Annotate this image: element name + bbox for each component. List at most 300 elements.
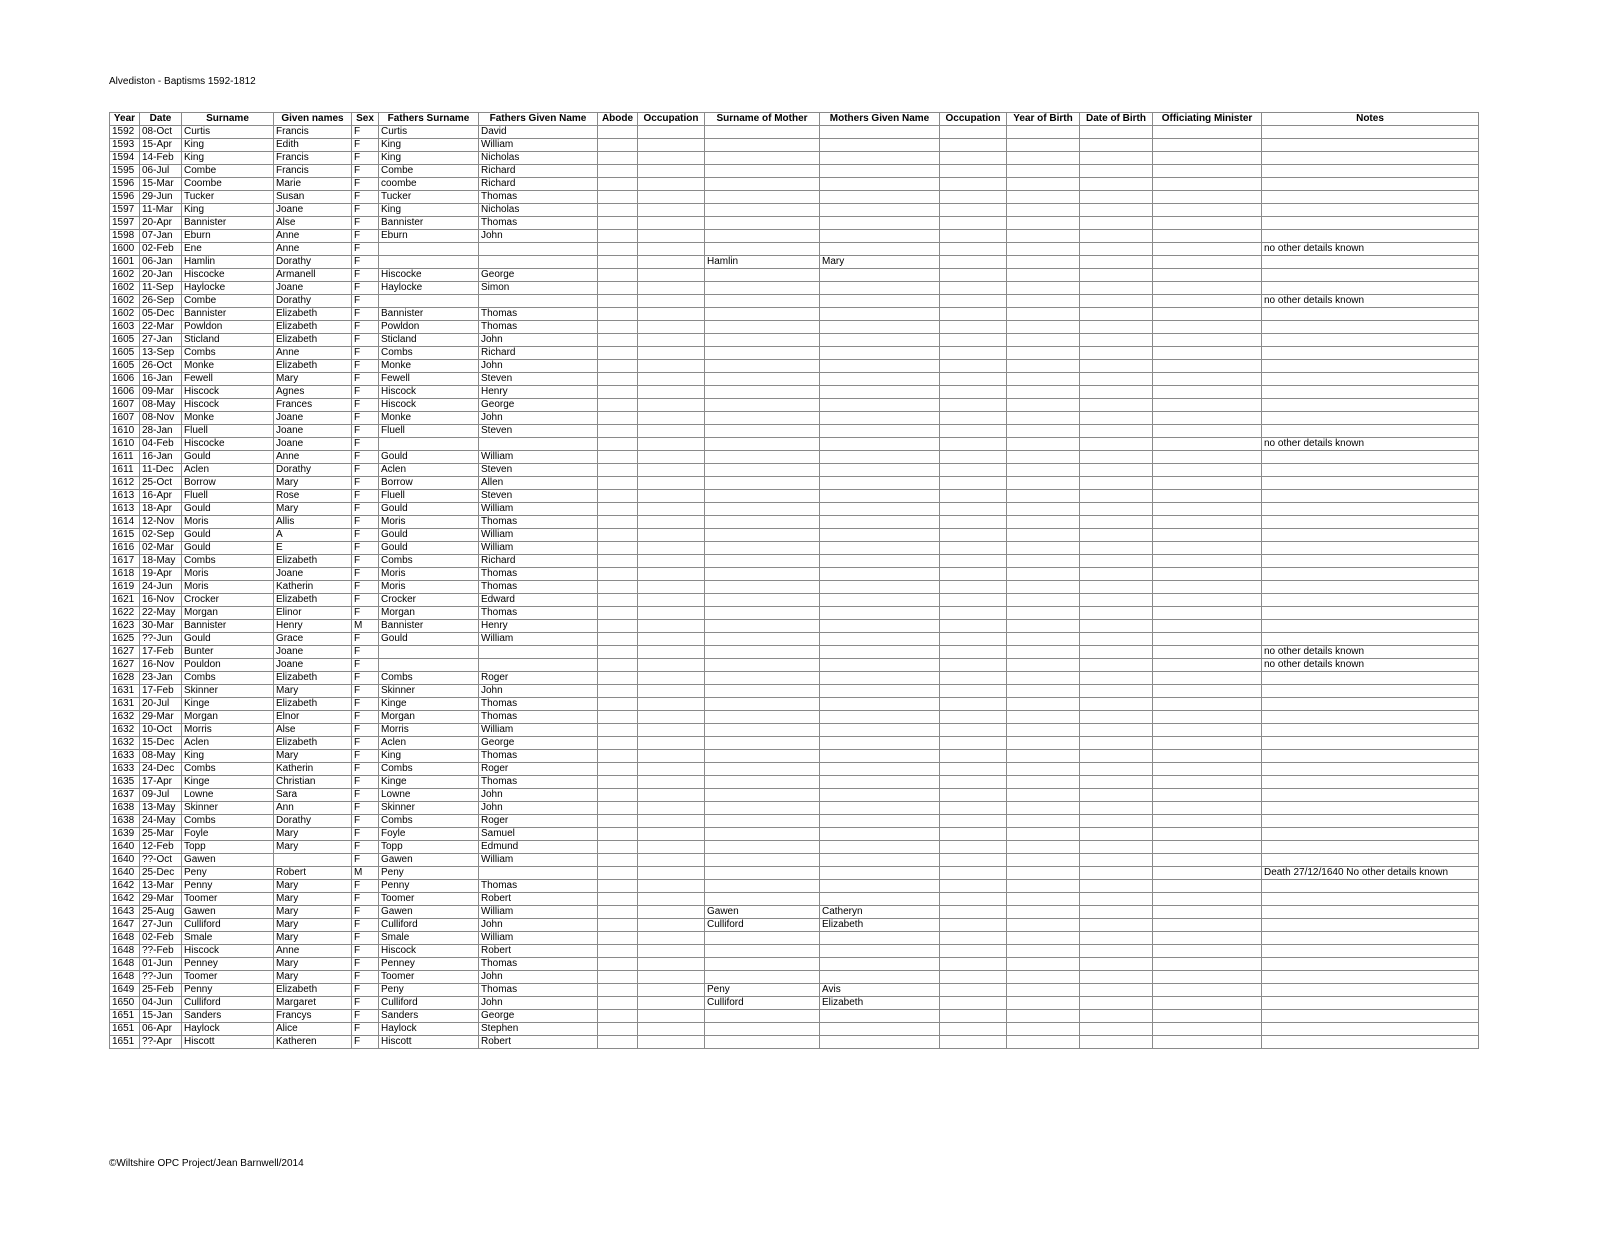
table-cell [820,269,940,282]
column-header: Fathers Surname [379,113,479,126]
table-cell: Toomer [182,971,274,984]
table-cell [638,880,705,893]
table-cell [940,581,1007,594]
table-row [110,230,1479,243]
table-cell: 1611 [110,451,140,464]
table-cell: coombe [379,178,479,191]
table-cell: F [352,828,379,841]
table-cell: 05-Dec [140,308,182,321]
table-cell [940,906,1007,919]
table-cell: 28-Jan [140,425,182,438]
table-cell [1262,581,1479,594]
table-cell: F [352,503,379,516]
table-cell: Robert [479,1036,598,1049]
table-cell [598,1036,638,1049]
header-row [110,113,1479,126]
table-cell [1007,438,1080,451]
table-row [110,555,1479,568]
table-cell [940,204,1007,217]
table-cell: Steven [479,425,598,438]
table-cell [638,542,705,555]
table-cell [1080,191,1153,204]
table-cell: Robert [479,893,598,906]
table-cell [705,607,820,620]
table-cell: Crocker [379,594,479,607]
table-cell: ??-Jun [140,971,182,984]
table-cell: Peny [182,867,274,880]
table-cell: 08-May [140,399,182,412]
table-cell: ??-Jun [140,633,182,646]
table-cell: F [352,633,379,646]
table-cell: Thomas [479,750,598,763]
table-cell: Agnes [274,386,352,399]
table-cell: 1648 [110,971,140,984]
table-cell: Lowne [379,789,479,802]
table-cell [598,347,638,360]
table-cell [1007,360,1080,373]
table-cell [598,607,638,620]
table-row [110,438,1479,451]
table-cell: 26-Sep [140,295,182,308]
table-cell: 1635 [110,776,140,789]
table-cell: Rose [274,490,352,503]
table-cell: Monke [379,412,479,425]
table-cell [1007,1023,1080,1036]
table-cell: ??-Oct [140,854,182,867]
table-cell [705,282,820,295]
table-cell [1262,308,1479,321]
table-cell: 17-Feb [140,685,182,698]
table-cell [940,321,1007,334]
table-cell [598,230,638,243]
table-cell [598,360,638,373]
table-cell: 1613 [110,503,140,516]
table-cell [1007,854,1080,867]
table-cell [1080,386,1153,399]
table-cell: 26-Oct [140,360,182,373]
table-cell [820,815,940,828]
table-cell [940,971,1007,984]
table-cell: Thomas [479,776,598,789]
baptisms-table [109,112,1479,1049]
table-cell [1007,750,1080,763]
table-cell: King [379,204,479,217]
table-cell: Thomas [479,516,598,529]
table-cell: F [352,438,379,451]
table-cell [1080,568,1153,581]
table-cell [705,477,820,490]
table-cell: 1632 [110,737,140,750]
table-cell: 1610 [110,438,140,451]
table-cell [1153,555,1262,568]
table-cell [1262,724,1479,737]
table-cell: Avis [820,984,940,997]
table-cell: William [479,139,598,152]
table-cell: 1638 [110,802,140,815]
table-cell [940,152,1007,165]
table-cell [940,997,1007,1010]
table-cell: Gould [182,529,274,542]
table-cell [705,295,820,308]
table-cell: Monke [182,412,274,425]
table-row [110,399,1479,412]
table-cell: 17-Apr [140,776,182,789]
table-cell: John [479,971,598,984]
table-cell [598,399,638,412]
table-cell: 1607 [110,412,140,425]
table-cell [1262,789,1479,802]
table-cell [1262,373,1479,386]
table-cell: Penney [379,958,479,971]
table-cell [1080,477,1153,490]
table-cell: 08-May [140,750,182,763]
table-cell: Richard [479,555,598,568]
table-cell: Anne [274,347,352,360]
table-cell: Sara [274,789,352,802]
table-cell [1153,256,1262,269]
table-cell: F [352,542,379,555]
table-cell: Hiscott [182,1036,274,1049]
table-cell [1153,126,1262,139]
table-cell: F [352,815,379,828]
table-cell [940,854,1007,867]
table-cell: E [274,542,352,555]
table-cell: Eburn [379,230,479,243]
table-cell [705,711,820,724]
table-cell [1153,412,1262,425]
table-cell: 09-Mar [140,386,182,399]
table-cell: F [352,477,379,490]
table-cell [820,243,940,256]
table-cell [940,256,1007,269]
table-cell [1080,516,1153,529]
table-cell [705,880,820,893]
table-cell [1080,308,1153,321]
table-cell: Edith [274,139,352,152]
table-cell: Frances [274,399,352,412]
table-cell: Susan [274,191,352,204]
table-cell: Penny [182,984,274,997]
table-cell [638,854,705,867]
table-cell [1080,334,1153,347]
table-cell: William [479,724,598,737]
table-cell [638,789,705,802]
table-cell [1153,659,1262,672]
table-cell [638,620,705,633]
table-cell: Steven [479,373,598,386]
table-cell: Morris [182,724,274,737]
table-cell [820,360,940,373]
table-cell: Fluell [182,425,274,438]
table-cell: 1640 [110,841,140,854]
table-cell [1262,464,1479,477]
column-header: Fathers Given Name [479,113,598,126]
table-cell: Culliford [379,997,479,1010]
table-cell [598,776,638,789]
table-cell [940,230,1007,243]
table-cell: Katherin [274,581,352,594]
table-cell: Gawen [182,906,274,919]
table-cell [1153,490,1262,503]
table-cell [638,204,705,217]
table-cell [598,724,638,737]
table-cell [1007,867,1080,880]
table-cell: Haylocke [182,282,274,295]
table-cell [1007,971,1080,984]
table-cell [598,542,638,555]
table-cell [820,646,940,659]
table-cell [598,516,638,529]
table-cell [1153,620,1262,633]
table-cell: 13-Sep [140,347,182,360]
table-row [110,477,1479,490]
table-cell: Moris [379,568,479,581]
table-cell: Dorathy [274,256,352,269]
table-cell [820,347,940,360]
table-cell [705,659,820,672]
table-cell: Thomas [479,958,598,971]
table-row [110,880,1479,893]
table-cell: Thomas [479,711,598,724]
table-cell [1153,932,1262,945]
table-cell [705,672,820,685]
table-cell [1080,698,1153,711]
table-cell [820,620,940,633]
table-cell [940,594,1007,607]
table-cell [1007,763,1080,776]
table-cell [638,893,705,906]
table-cell [638,386,705,399]
table-cell [1080,256,1153,269]
table-cell [1007,659,1080,672]
table-row [110,386,1479,399]
table-cell: 1631 [110,698,140,711]
table-cell [1007,737,1080,750]
table-cell: 1610 [110,425,140,438]
table-cell [1007,594,1080,607]
table-cell: 1633 [110,750,140,763]
table-cell [1262,737,1479,750]
table-cell [1080,438,1153,451]
table-cell [598,698,638,711]
table-cell: Roger [479,672,598,685]
table-cell [1080,126,1153,139]
table-cell: Hiscock [379,399,479,412]
table-cell [598,594,638,607]
table-cell [1153,139,1262,152]
table-cell [638,412,705,425]
table-cell [598,997,638,1010]
table-row [110,256,1479,269]
table-cell [940,451,1007,464]
table-cell [598,1010,638,1023]
table-cell [1153,646,1262,659]
table-cell: Peny [379,867,479,880]
table-cell: F [352,607,379,620]
table-cell: 1637 [110,789,140,802]
table-cell [705,139,820,152]
table-row [110,711,1479,724]
table-cell [1007,126,1080,139]
table-cell: Anne [274,451,352,464]
table-cell [820,555,940,568]
table-cell: Mary [274,477,352,490]
column-header: Occupation [940,113,1007,126]
table-row [110,165,1479,178]
table-row [110,919,1479,932]
table-cell [638,685,705,698]
table-cell [638,711,705,724]
table-cell: Nicholas [479,204,598,217]
table-cell: Thomas [479,308,598,321]
table-cell [598,334,638,347]
table-cell [1007,139,1080,152]
table-cell [705,724,820,737]
table-cell [598,854,638,867]
table-row [110,191,1479,204]
table-cell [598,165,638,178]
table-cell: F [352,971,379,984]
table-cell [598,932,638,945]
table-cell [1153,425,1262,438]
table-cell: Combs [379,815,479,828]
table-row [110,958,1479,971]
table-cell [1080,763,1153,776]
footer-copyright: ©Wiltshire OPC Project/Jean Barnwell/2014 [109,1158,304,1169]
table-cell [1080,919,1153,932]
table-cell: Peny [705,984,820,997]
table-cell [1262,802,1479,815]
table-cell [638,555,705,568]
table-cell [1007,503,1080,516]
table-cell: Francis [274,152,352,165]
table-cell [598,1023,638,1036]
table-cell: John [479,685,598,698]
table-cell [1080,594,1153,607]
table-cell: Mary [274,828,352,841]
table-row [110,997,1479,1010]
table-cell: Thomas [479,984,598,997]
table-cell: Francys [274,1010,352,1023]
table-cell: 16-Nov [140,659,182,672]
table-cell: King [379,152,479,165]
table-cell [705,932,820,945]
table-cell: 1602 [110,308,140,321]
table-cell [1080,1010,1153,1023]
table-cell [820,386,940,399]
table-cell [598,152,638,165]
table-cell: Bannister [182,308,274,321]
table-cell: George [479,399,598,412]
table-cell [638,126,705,139]
table-cell [1007,789,1080,802]
table-cell [598,490,638,503]
table-cell: Hiscock [182,399,274,412]
table-cell: Catheryn [820,906,940,919]
table-cell: Tucker [379,191,479,204]
table-cell: Gawen [182,854,274,867]
table-row [110,945,1479,958]
table-cell: 1612 [110,477,140,490]
table-cell: Ene [182,243,274,256]
table-cell: Hiscock [182,945,274,958]
table-cell [1153,607,1262,620]
table-cell: Thomas [479,568,598,581]
table-cell [598,373,638,386]
table-cell [940,555,1007,568]
table-cell: Thomas [479,880,598,893]
table-cell: King [182,750,274,763]
table-cell [820,867,940,880]
table-cell [940,126,1007,139]
table-cell [1080,789,1153,802]
table-cell [705,685,820,698]
table-cell: F [352,165,379,178]
table-cell [1080,737,1153,750]
table-cell: David [479,126,598,139]
table-cell [1007,529,1080,542]
table-cell [1007,191,1080,204]
table-cell [940,685,1007,698]
table-cell: 1633 [110,763,140,776]
table-cell: Mary [274,958,352,971]
table-cell: Joane [274,282,352,295]
table-row [110,724,1479,737]
table-cell: Culliford [182,919,274,932]
table-cell [1007,542,1080,555]
table-cell: Morgan [182,711,274,724]
table-cell: 1602 [110,295,140,308]
table-cell: 15-Mar [140,178,182,191]
table-row [110,594,1479,607]
table-cell: Combs [182,815,274,828]
table-cell: no other details known [1262,295,1479,308]
table-cell [638,347,705,360]
table-cell [598,841,638,854]
table-cell: Mary [274,906,352,919]
table-cell [479,438,598,451]
table-cell: 02-Sep [140,529,182,542]
table-cell [1262,451,1479,464]
table-cell: Gould [182,542,274,555]
table-cell: Elizabeth [820,919,940,932]
table-cell: F [352,412,379,425]
table-cell [598,581,638,594]
table-cell: George [479,269,598,282]
table-cell: 01-Jun [140,958,182,971]
table-cell [1262,906,1479,919]
table-cell [1262,893,1479,906]
table-cell: Mary [274,932,352,945]
table-row [110,516,1479,529]
table-cell [820,958,940,971]
table-cell: Gould [182,503,274,516]
table-row [110,633,1479,646]
table-cell: William [479,451,598,464]
table-cell: F [352,893,379,906]
table-cell [1262,828,1479,841]
table-cell [638,243,705,256]
table-cell [1080,399,1153,412]
table-cell: F [352,763,379,776]
table-cell [1153,1023,1262,1036]
table-cell: F [352,295,379,308]
table-cell: F [352,932,379,945]
table-cell [1007,230,1080,243]
table-cell [705,425,820,438]
table-cell: Combe [182,295,274,308]
table-cell: Gawen [379,854,479,867]
